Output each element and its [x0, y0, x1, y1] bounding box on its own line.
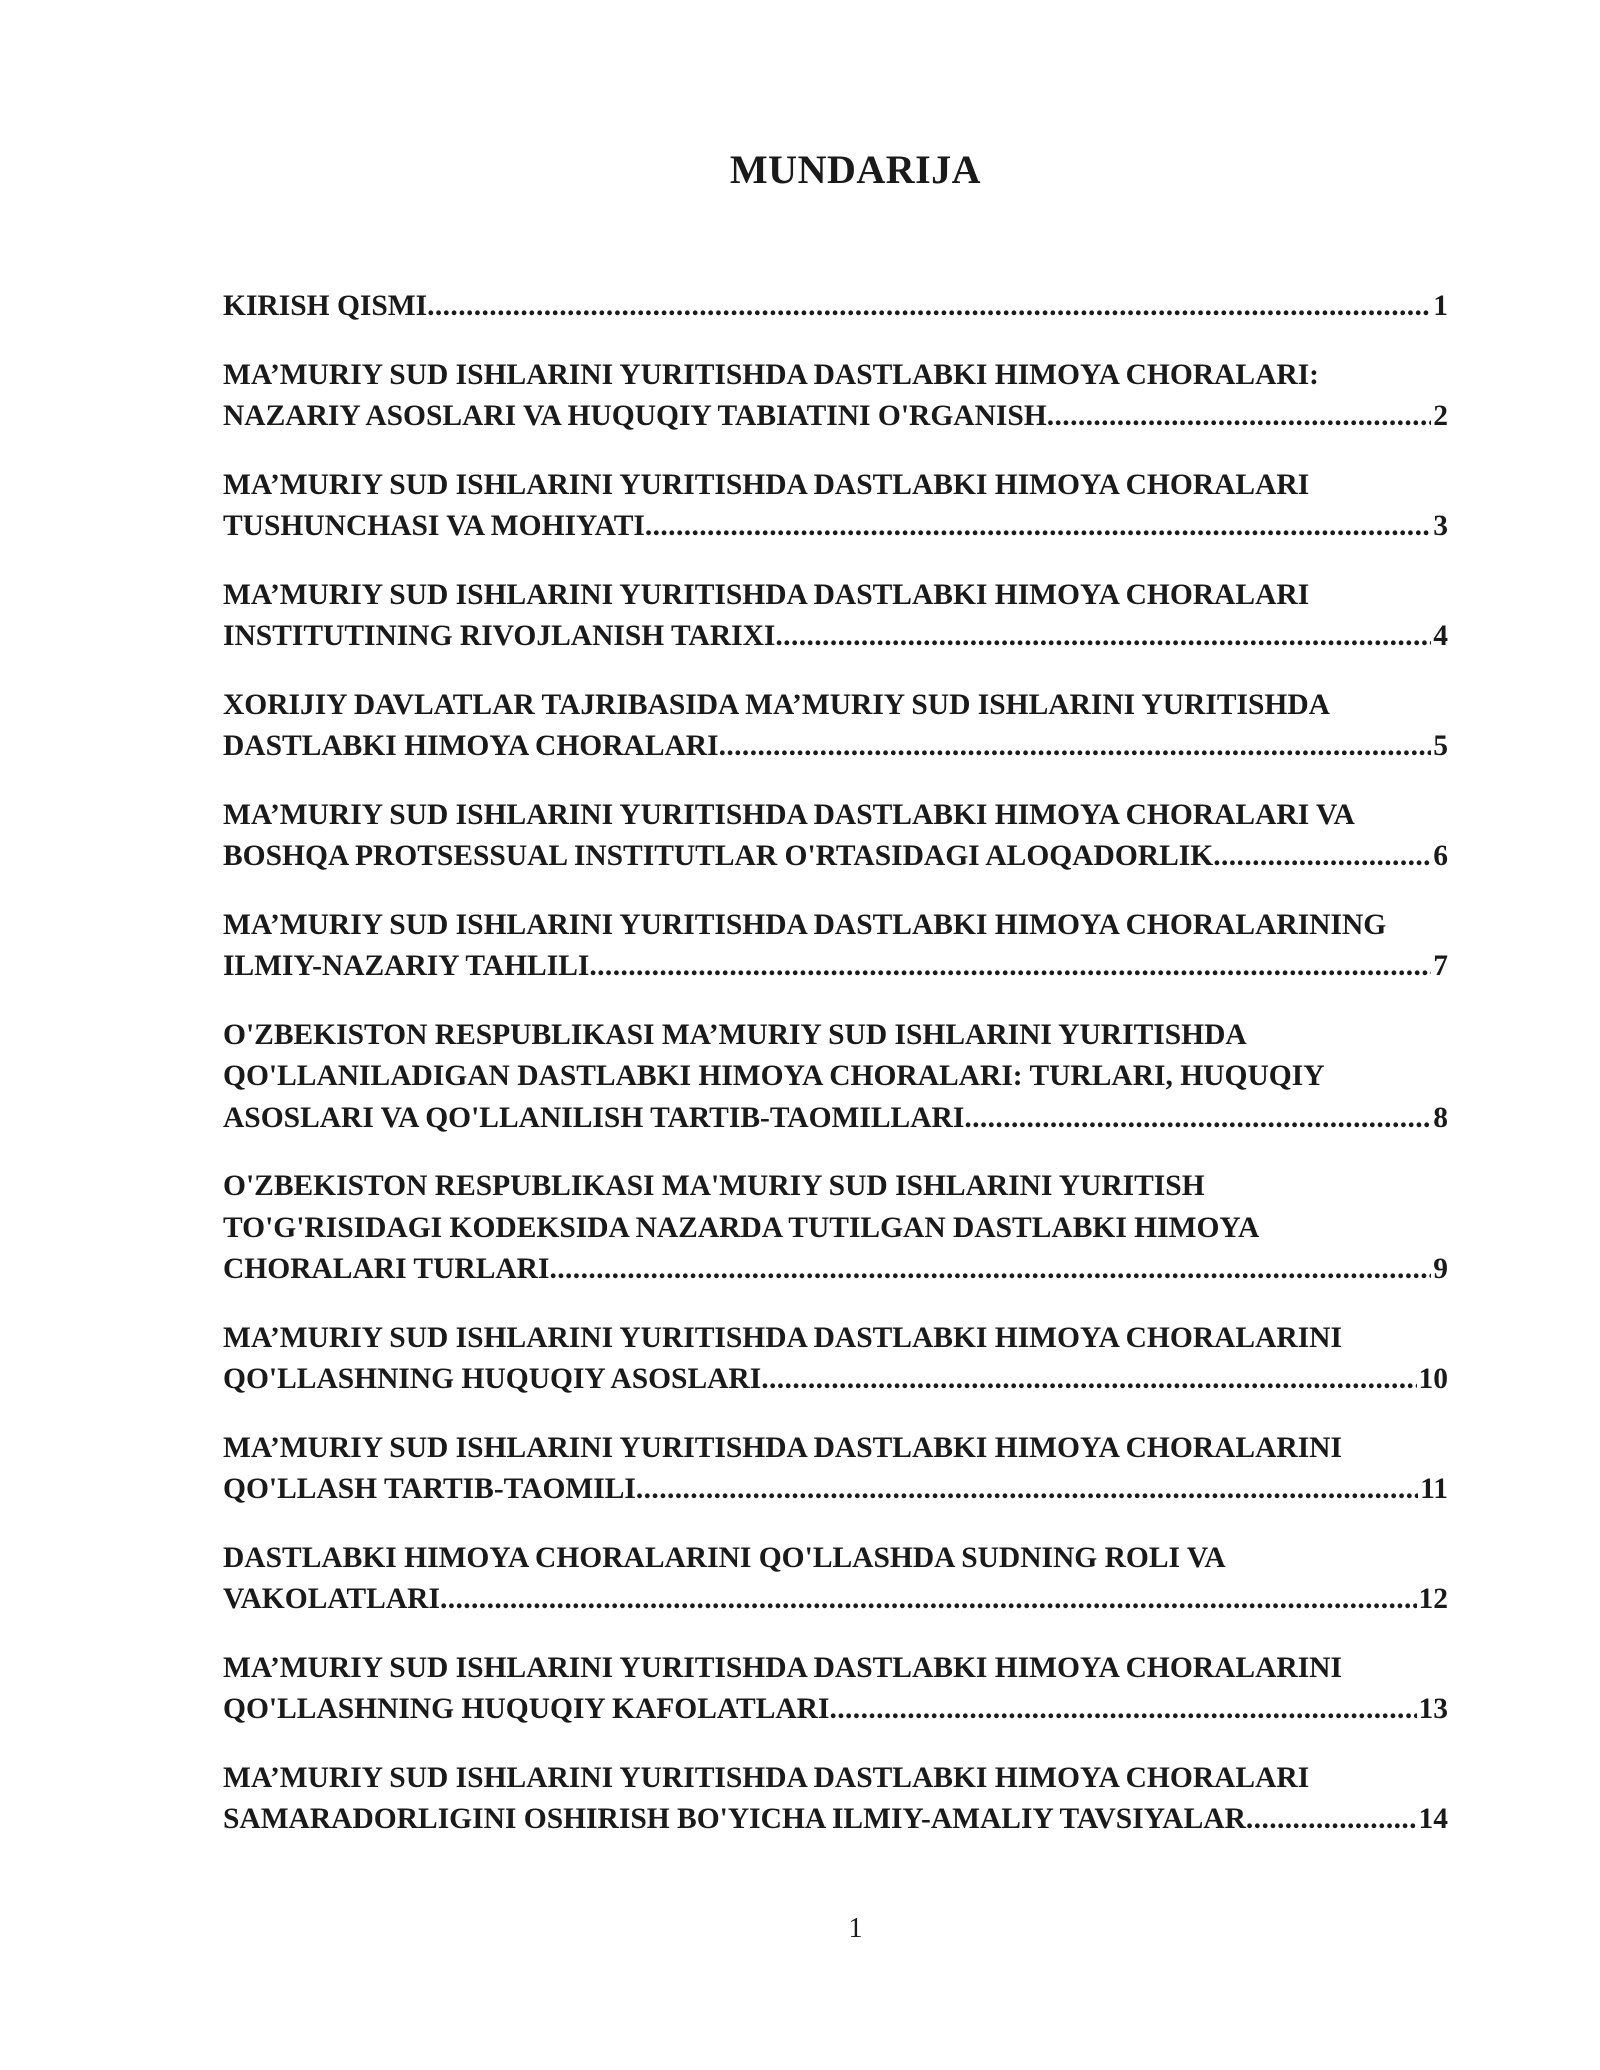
toc-entry-last-line [223, 836, 1448, 878]
toc-entry[interactable] [223, 1758, 1448, 1841]
toc-entry-last-line [223, 1689, 1448, 1731]
toc-entry[interactable] [223, 1538, 1448, 1621]
toc-entry-title-line: ILMIY-NAZARIY TAHLILI [223, 950, 590, 982]
dot-leader [964, 1098, 1431, 1140]
toc-entry-title-line: QO'LLASHNING HUQUQIY ASOSLARI [223, 1363, 762, 1395]
dot-leader [645, 506, 1431, 548]
toc-entry-last-line [223, 1579, 1448, 1621]
toc-page-number: 6 [1433, 840, 1448, 872]
toc-entry-title-line: KIRISH QISMI [223, 290, 428, 322]
toc-entry-title-line: BOSHQA PROTSESSUAL INSTITUTLAR O'RTASIDAGI ALOQADORLIK [223, 840, 1214, 872]
toc-entry-title-line: TO'G'RISIDAGI KODEKSIDA NAZARDA TUTILGAN DASTLABKI HIMOYA [223, 1211, 1260, 1244]
toc-page-number: 2 [1433, 400, 1448, 432]
table-of-contents [223, 286, 1448, 1868]
toc-entry-title-line: MA’MURIY SUD ISHLARINI YURITISHDA DASTLABKI HIMOYA CHORALARINI [223, 1431, 1342, 1464]
toc-page-number: 5 [1433, 730, 1448, 762]
dot-leader [1246, 1799, 1417, 1841]
toc-entry[interactable] [223, 1015, 1448, 1140]
toc-entry[interactable] [223, 575, 1448, 658]
toc-entry-last-line [223, 946, 1448, 988]
toc-entry-last-line [223, 396, 1448, 438]
dot-leader [549, 1249, 1431, 1291]
dot-leader [440, 1579, 1417, 1621]
toc-entry[interactable] [223, 1318, 1448, 1401]
toc-entry-title-line: O'ZBEKISTON RESPUBLIKASI MA’MURIY SUD ISHLARINI YURITISHDA [223, 1018, 1247, 1051]
toc-entry-last-line [223, 286, 1448, 328]
page-title: MUNDARIJA [729, 147, 982, 192]
toc-entry-title-line: MA’MURIY SUD ISHLARINI YURITISHDA DASTLABKI HIMOYA CHORALARINI [223, 1321, 1342, 1354]
toc-entry-title-line: DASTLABKI HIMOYA CHORALARI [223, 730, 719, 762]
toc-page-number: 11 [1420, 1473, 1448, 1505]
toc-page-number: 8 [1433, 1101, 1448, 1134]
toc-entry-last-line [223, 1799, 1448, 1841]
toc-page-number: 13 [1418, 1693, 1448, 1725]
toc-entry[interactable] [223, 465, 1448, 548]
toc-entry-title-line: MA’MURIY SUD ISHLARINI YURITISHDA DASTLABKI HIMOYA CHORALARINING [223, 908, 1387, 941]
dot-leader [427, 286, 1431, 328]
toc-page-number: 9 [1433, 1253, 1448, 1285]
toc-page-number: 3 [1433, 510, 1448, 542]
dot-leader [761, 1359, 1416, 1401]
dot-leader [1213, 836, 1431, 878]
toc-page-number: 10 [1418, 1363, 1448, 1395]
toc-entry-title-line: XORIJIY DAVLATLAR TAJRIBASIDA MA’MURIY SUD ISHLARINI YURITISHDA [223, 688, 1330, 721]
toc-page-number: 12 [1418, 1583, 1448, 1615]
page-number: 1 [848, 1913, 863, 1944]
toc-entry-title-line: DASTLABKI HIMOYA CHORALARINI QO'LLASHDA SUDNING ROLI VA [223, 1541, 1226, 1574]
toc-entry-title-line: O'ZBEKISTON RESPUBLIKASI MA'MURIY SUD ISHLARINI YURITISH [223, 1170, 1205, 1202]
dot-leader [1047, 396, 1432, 438]
toc-entry-title-line: INSTITUTINING RIVOJLANISH TARIXI [223, 620, 776, 652]
toc-page-number: 4 [1433, 620, 1448, 652]
toc-entry-last-line [223, 616, 1448, 658]
dot-leader [775, 616, 1431, 658]
toc-entry[interactable] [223, 905, 1448, 988]
toc-entry[interactable] [223, 1648, 1448, 1731]
toc-entry-title-line: ASOSLARI VA QO'LLANILISH TARTIB-TAOMILLARI [223, 1101, 965, 1134]
toc-entry-title-line: MA’MURIY SUD ISHLARINI YURITISHDA DASTLABKI HIMOYA CHORALARI: [223, 358, 1320, 391]
dot-leader [636, 1469, 1418, 1511]
toc-entry-last-line [223, 1249, 1448, 1291]
toc-entry-title-line: MA’MURIY SUD ISHLARINI YURITISHDA DASTLABKI HIMOYA CHORALARI [223, 578, 1310, 611]
toc-entry-title-line: QO'LLANILADIGAN DASTLABKI HIMOYA CHORALARI: TURLARI, HUQUQIY [223, 1060, 1325, 1092]
toc-page-number: 14 [1418, 1803, 1448, 1835]
toc-entry-title-line: CHORALARI TURLARI [223, 1253, 550, 1285]
toc-entry-title-line: SAMARADORLIGINI OSHIRISH BO'YICHA ILMIY-AMALIY TAVSIYALAR [223, 1803, 1246, 1835]
toc-entry-title-line: MA’MURIY SUD ISHLARINI YURITISHDA DASTLABKI HIMOYA CHORALARI [223, 1761, 1310, 1794]
toc-entry[interactable] [223, 795, 1448, 878]
toc-entry[interactable] [223, 1428, 1448, 1511]
toc-entry-title-line: TUSHUNCHASI VA MOHIYATI [223, 510, 645, 542]
toc-entry-last-line [223, 1359, 1448, 1401]
toc-entry-title-line: QO'LLASHNING HUQUQIY KAFOLATLARI [223, 1693, 830, 1725]
toc-entry-title-line: MA’MURIY SUD ISHLARINI YURITISHDA DASTLABKI HIMOYA CHORALARI [223, 468, 1310, 501]
toc-entry[interactable] [223, 1166, 1448, 1291]
toc-entry-title-line: MA’MURIY SUD ISHLARINI YURITISHDA DASTLABKI HIMOYA CHORALARINI [223, 1651, 1342, 1684]
toc-entry-last-line [223, 1098, 1448, 1140]
dot-leader [589, 946, 1431, 988]
toc-entry[interactable] [223, 685, 1448, 768]
toc-page-number: 7 [1433, 950, 1448, 982]
toc-entry[interactable] [223, 355, 1448, 438]
dot-leader [719, 726, 1432, 768]
toc-entry-last-line [223, 506, 1448, 548]
toc-page-number: 1 [1433, 290, 1448, 322]
toc-entry-last-line [223, 726, 1448, 768]
toc-entry-title-line: NAZARIY ASOSLARI VA HUQUQIY TABIATINI O'RGANISH [223, 400, 1047, 432]
toc-entry-title-line: MA’MURIY SUD ISHLARINI YURITISHDA DASTLABKI HIMOYA CHORALARI VA [223, 798, 1355, 831]
dot-leader [829, 1689, 1416, 1731]
toc-entry-title-line: VAKOLATLARI [223, 1583, 440, 1615]
toc-entry-last-line [223, 1469, 1448, 1511]
toc-entry-title-line: QO'LLASH TARTIB-TAOMILI [223, 1473, 636, 1505]
toc-entry[interactable] [223, 286, 1448, 328]
